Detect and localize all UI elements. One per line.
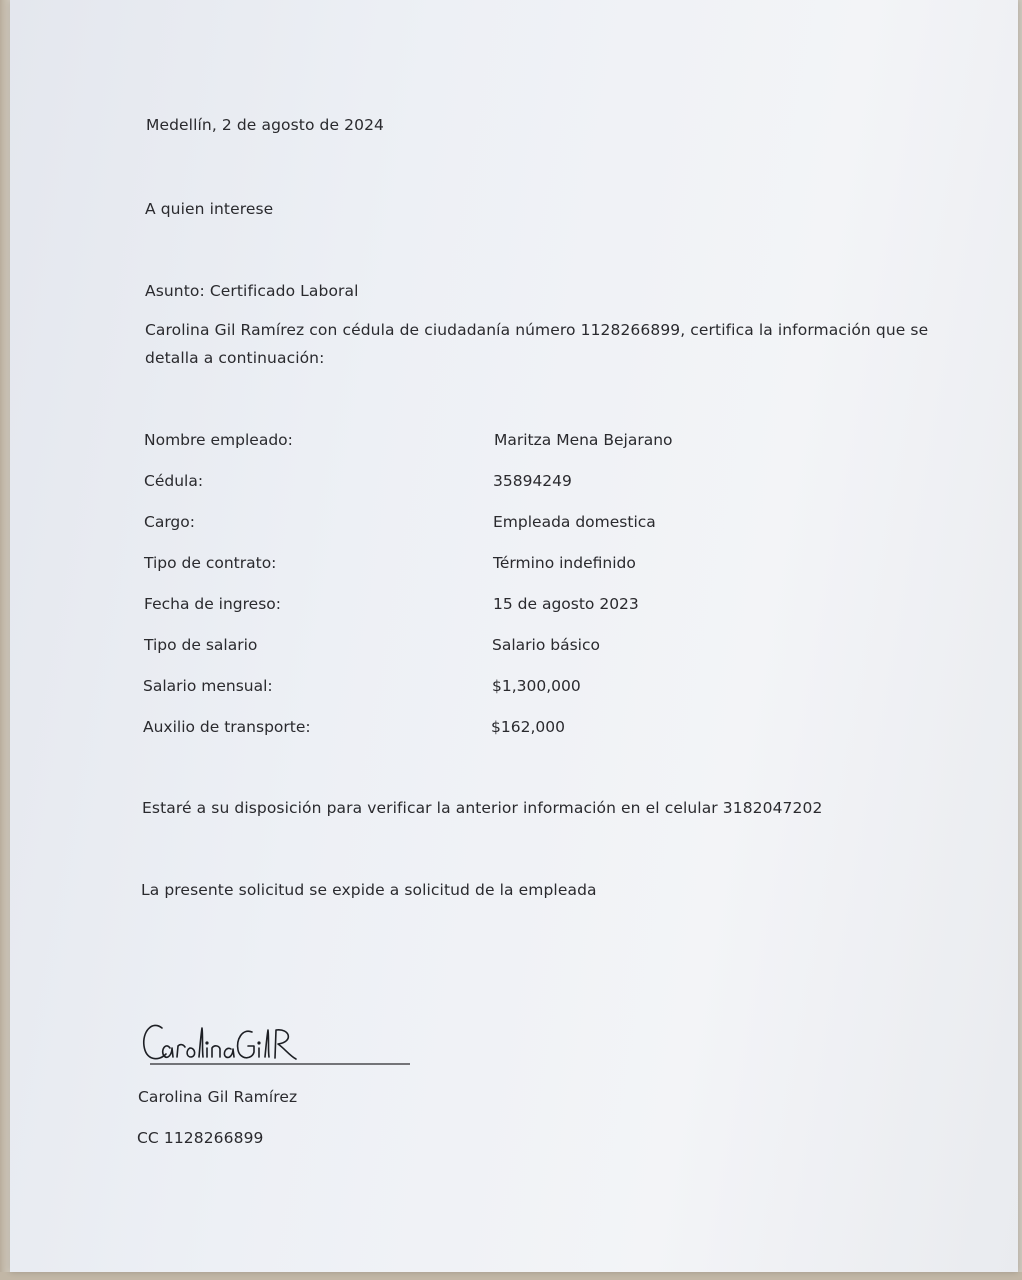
background-surface-left (0, 0, 10, 1280)
intro-paragraph-line-1: Carolina Gil Ramírez con cédula de ciudadanía número 1128266899, certifica la información que se (145, 321, 929, 339)
signer-id: CC 1128266899 (137, 1129, 264, 1147)
verification-note: Estaré a su disposición para verificar la anterior información en el celular 3182047202 (142, 799, 823, 817)
signer-name: Carolina Gil Ramírez (138, 1088, 298, 1106)
detail-label: Fecha de ingreso: (144, 595, 281, 613)
detail-value: 35894249 (493, 472, 572, 490)
subject-line: Asunto: Certificado Laboral (145, 282, 359, 300)
detail-label: Cédula: (144, 472, 204, 490)
detail-label: Tipo de contrato: (144, 554, 277, 572)
detail-label: Tipo de salario (144, 636, 258, 654)
intro-paragraph-line-2: detalla a continuación: (145, 349, 325, 367)
recipient-greeting: A quien interese (145, 200, 274, 218)
detail-value: Término indefinido (493, 554, 636, 572)
detail-label: Cargo: (144, 513, 195, 531)
letter-page (10, 0, 1018, 1272)
detail-value: Salario básico (492, 636, 600, 654)
detail-value: $1,300,000 (492, 677, 581, 695)
detail-value: $162,000 (491, 718, 565, 736)
detail-label: Auxilio de transporte: (143, 718, 311, 736)
handwritten-signature (140, 1010, 420, 1074)
detail-label: Nombre empleado: (144, 431, 293, 449)
detail-value: Maritza Mena Bejarano (494, 431, 673, 449)
place-date: Medellín, 2 de agosto de 2024 (146, 116, 385, 134)
issuance-note: La presente solicitud se expide a solicitud de la empleada (141, 881, 597, 899)
background-surface-bottom (0, 1272, 1022, 1280)
detail-label: Salario mensual: (143, 677, 273, 695)
detail-value: 15 de agosto 2023 (493, 595, 639, 613)
detail-value: Empleada domestica (493, 513, 656, 531)
